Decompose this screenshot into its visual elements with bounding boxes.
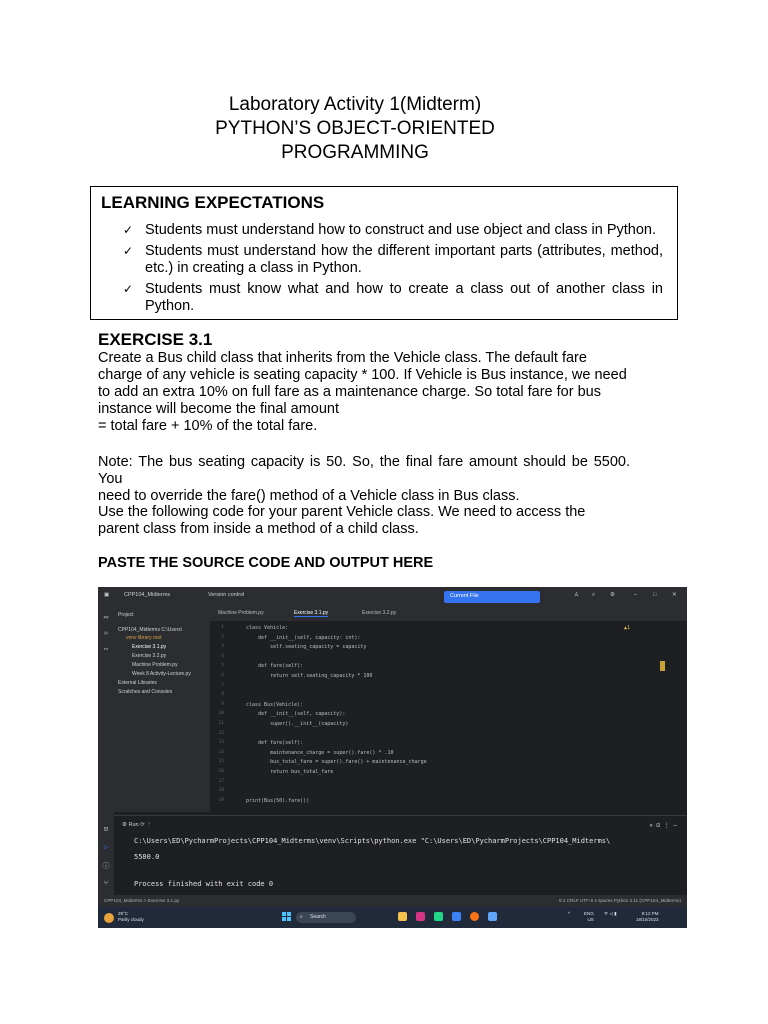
code-line[interactable]: def fare(self): — [246, 740, 304, 747]
line-number: 11 — [218, 721, 224, 726]
tree-item[interactable]: Scratches and Consoles — [118, 689, 173, 695]
structure-icon[interactable]: ♾ — [103, 629, 109, 637]
search-icon[interactable]: ⌕ — [592, 592, 596, 598]
project-panel — [114, 607, 211, 812]
line-number: 4 — [221, 653, 224, 659]
line-number: 13 — [218, 740, 224, 746]
editor-tabs — [210, 607, 687, 621]
windows-start-icon[interactable] — [282, 912, 292, 922]
learning-expectations-heading: LEARNING EXPECTATIONS — [101, 193, 325, 212]
output-exit: Process finished with exit code 0 — [134, 880, 274, 888]
exercise-title: EXERCISE 3.1 — [98, 330, 213, 349]
line-number: 16 — [218, 769, 224, 774]
tree-item[interactable]: CPP104_Midterms C:\Users\ — [118, 627, 183, 633]
paste-label: PASTE THE SOURCE CODE AND OUTPUT HERE — [98, 555, 434, 571]
line-number: 9 — [221, 701, 224, 707]
search-icon: ⌕ — [300, 914, 303, 920]
line-number: 19 — [218, 797, 224, 803]
problems-icon[interactable]: ⓘ — [102, 862, 110, 870]
tree-item[interactable]: Exercise 3.2.py — [132, 653, 167, 659]
doc-title-line1: Laboratory Activity 1(Midterm) — [228, 94, 482, 115]
taskbar-search[interactable]: ⌕ Search — [296, 912, 356, 923]
line-number: 5 — [221, 663, 224, 669]
tab-machine-problem[interactable]: Machine Problem.py — [218, 610, 264, 616]
exercise-instructions: Use the following code for your parent Vehicle class. We need to access the parent class from inside a method of a child class. — [98, 504, 586, 537]
line-number: 15 — [218, 759, 224, 765]
run-panel — [114, 815, 687, 896]
line-number: 7 — [221, 682, 224, 688]
warning-count[interactable]: ▲1 — [624, 625, 631, 631]
exercise-note: Note: The bus seating capacity is 50. So, the final fare amount should be 5500. You need to override the fare() method of a Vehicle class in Bus class. — [98, 454, 630, 504]
browser-icon[interactable] — [470, 912, 479, 921]
code-line[interactable]: def __init__(self, capacity: int): — [246, 634, 361, 641]
tool-window-bar — [98, 607, 114, 907]
code-line[interactable]: return bus_total_fare — [246, 769, 334, 775]
line-number: 3 — [221, 644, 224, 650]
language-indicator[interactable]: ENG US — [584, 911, 594, 922]
line-number: 14 — [218, 749, 224, 755]
line-number: 12 — [218, 730, 224, 736]
windows-taskbar — [98, 907, 687, 928]
line-number: 10 — [218, 711, 224, 717]
project-label[interactable]: Project — [118, 612, 134, 618]
git-icon[interactable]: ⑂ — [103, 879, 109, 887]
settings-icon[interactable]: ⚙ — [610, 592, 615, 598]
code-line[interactable]: super().__init__(capacity) — [246, 721, 349, 727]
output-command: C:\Users\ED\PycharmProjects\CPP104_Midterms\venv\Scripts\python.exe "C:\Users\ED\PycharmProjects\CPP104_Midterms\ — [134, 837, 611, 845]
breadcrumb[interactable]: CPP104_Midterms > Exercise 3.1.py — [104, 898, 180, 903]
check-icon: ✓ — [123, 223, 134, 237]
project-name[interactable]: CPP104_Midterms — [124, 592, 171, 598]
code-line[interactable]: self.seating_capacity = capacity — [246, 644, 367, 651]
expectations-list — [123, 222, 663, 319]
ide-screenshot — [98, 587, 687, 928]
learning-expectations-box — [90, 186, 678, 320]
tree-item[interactable]: External Libraries — [118, 680, 157, 686]
output-result: 5500.0 — [134, 853, 160, 861]
line-number: 1 — [221, 625, 224, 630]
folder-icon[interactable]: ▭ — [103, 613, 109, 621]
doc-title-line2: PYTHON’S OBJECT-ORIENTED — [215, 118, 495, 139]
line-number: 17 — [218, 778, 224, 784]
tree-item[interactable]: Week 8 Activity-Lecture.py — [132, 671, 191, 677]
code-line[interactable]: maintenance_charge = super().fare() * .10 — [246, 749, 394, 756]
line-number: 8 — [221, 692, 224, 698]
code-line[interactable]: class Bus(Vehicle): — [246, 701, 304, 708]
run-icon[interactable]: ▷ — [103, 843, 109, 851]
pycharm-icon[interactable] — [434, 912, 443, 921]
app-icon[interactable] — [452, 912, 461, 921]
ide-titlebar — [98, 587, 687, 607]
tab-exercise-3-1[interactable]: Exercise 3.1.py — [294, 610, 329, 616]
status-info[interactable]: 5:1 CRLF UTF-8 4 spaces Python 3.11 (CPP104_Midterms) — [559, 898, 681, 903]
run-tab[interactable]: ⚙ Run ⟳ ⋮ — [122, 822, 152, 828]
close-icon[interactable]: ✕ — [672, 592, 677, 598]
check-icon: ✓ — [123, 282, 134, 296]
tab-exercise-3-2[interactable]: Exercise 3.2.py — [362, 610, 397, 616]
user-icon[interactable]: ♙ — [574, 592, 579, 598]
code-line[interactable]: class Vehicle: — [246, 625, 289, 631]
tree-item[interactable]: Exercise 3.1.py — [132, 644, 167, 650]
warning-marker — [660, 661, 665, 671]
terminal-icon[interactable]: ⊡ — [103, 825, 109, 833]
code-line[interactable]: def fare(self): — [246, 663, 304, 670]
code-editor[interactable] — [210, 621, 680, 812]
list-item: ✓ Students must understand how to construct and use object and class in Python. — [123, 222, 657, 238]
version-control[interactable]: Version control — [208, 592, 245, 598]
code-line[interactable]: return self.seating_capacity * 100 — [246, 673, 373, 679]
line-number: 2 — [221, 634, 224, 640]
tree-item[interactable]: Machine Problem.py — [132, 662, 178, 668]
status-bar — [98, 895, 687, 907]
code-line[interactable]: print(Bus(50).fare()) — [246, 797, 310, 804]
minimize-icon[interactable]: – — [634, 592, 638, 598]
maximize-icon[interactable]: □ — [653, 592, 657, 598]
more-icon[interactable]: ⋯ — [103, 645, 109, 653]
code-line[interactable]: bus_total_fare = super().fare() + maintenance_charge — [246, 759, 427, 766]
tray-chevron-icon[interactable]: ^ — [568, 911, 571, 916]
weather-icon — [104, 913, 114, 923]
network-sound-icons[interactable]: ᯤ ◁ ▮ — [604, 911, 617, 916]
app-menu-icon[interactable]: ▣ — [104, 592, 110, 598]
check-icon: ✓ — [123, 244, 134, 258]
doc-title-line3: PROGRAMMING — [281, 142, 429, 163]
exercise-paragraph-1: Create a Bus child class that inherits from the Vehicle class. The default fare charge of any vehicle is seating capacity * 100. If Vehicle is Bus instance, we need to add an extra 10% on full fare as a maintenance charge. So total fare for bus instance will become the final amount = total fare + 10% of the total fare. — [98, 350, 627, 434]
tree-item[interactable]: venv library root — [126, 635, 162, 641]
run-config-selector[interactable]: Current File — [444, 591, 540, 603]
line-number: 18 — [218, 788, 224, 794]
weather-widget[interactable]: 29°C Partly cloudy — [118, 911, 144, 922]
app-icon[interactable] — [488, 912, 497, 921]
clock[interactable]: 9:12 PM 18/10/2023 — [636, 911, 659, 922]
app-icon[interactable] — [416, 912, 425, 921]
file-explorer-icon[interactable] — [398, 912, 407, 921]
list-item: ✓ Students must understand how the different important parts (attributes, method, etc.) in creating a class in Python. — [123, 243, 663, 276]
list-item: ✓ Students must know what and how to create a class out of another class in Python. — [123, 281, 663, 314]
run-panel-controls[interactable]: ✕ ⊡ ⋮ – — [649, 822, 677, 829]
line-number: 6 — [221, 673, 224, 678]
code-line[interactable]: def __init__(self, capacity): — [246, 711, 346, 718]
